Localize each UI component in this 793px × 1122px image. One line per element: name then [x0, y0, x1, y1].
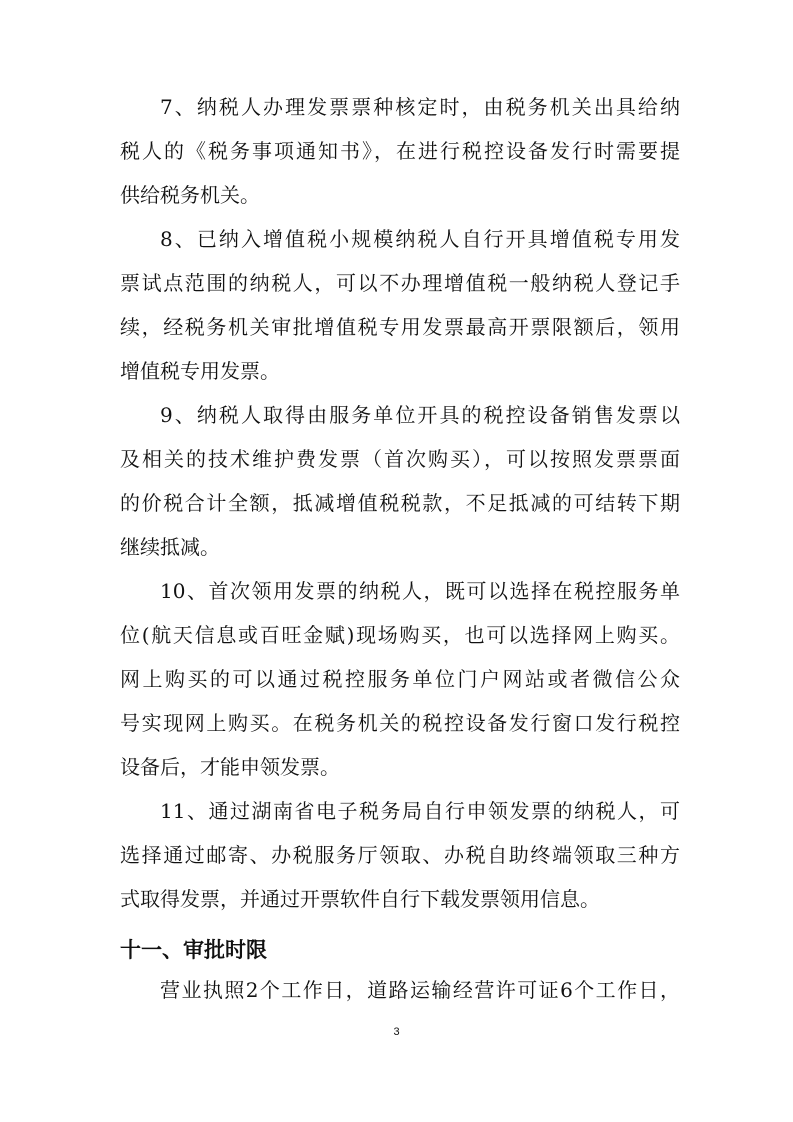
paragraph-9-line-1: 9、纳税人取得由服务单位开具的税控设备销售发票以 [160, 403, 680, 427]
section-first-line: 营业执照2个工作日，道路运输经营许可证6个工作日， [160, 978, 680, 1002]
paragraph-9-line-4: 继续抵减。 [120, 535, 220, 559]
paragraph-8-line-3: 续，经税务机关审批增值税专用发票最高开票限额后，领用 [120, 315, 680, 339]
paragraph-11-line-2: 选择通过邮寄、办税服务厅领取、办税自助终端领取三种方 [120, 843, 680, 867]
page-number: 3 [393, 1026, 400, 1038]
paragraph-8-line-2: 票试点范围的纳税人，可以不办理增值税一般纳税人登记手 [120, 271, 680, 295]
paragraph-7-line-1: 7、纳税人办理发票票种核定时，由税务机关出具给纳 [160, 95, 680, 119]
paragraph-7-line-3: 供给税务机关。 [120, 183, 260, 207]
paragraph-11-line-3: 式取得发票，并通过开票软件自行下载发票领用信息。 [120, 887, 600, 911]
paragraph-11-line-1: 11、通过湖南省电子税务局自行申领发票的纳税人，可 [160, 799, 680, 823]
section-heading: 十一、审批时限 [120, 938, 267, 962]
paragraph-10-line-4: 号实现网上购买。在税务机关的税控设备发行窗口发行税控 [120, 711, 680, 735]
paragraph-10-line-5: 设备后，才能申领发票。 [120, 755, 340, 779]
paragraph-10-line-1: 10、首次领用发票的纳税人，既可以选择在税控服务单 [160, 579, 680, 603]
paragraph-10-line-3: 网上购买的可以通过税控服务单位门户网站或者微信公众 [120, 667, 680, 691]
paragraph-9-line-2: 及相关的技术维护费发票（首次购买），可以按照发票票面 [120, 447, 680, 471]
paragraph-8-line-1: 8、已纳入增值税小规模纳税人自行开具增值税专用发 [160, 227, 680, 251]
paragraph-7-line-2: 税人的《税务事项通知书》，在进行税控设备发行时需要提 [120, 139, 680, 163]
paragraph-9-line-3: 的价税合计全额，抵减增值税税款，不足抵减的可结转下期 [120, 491, 680, 515]
paragraph-8-line-4: 增值税专用发票。 [120, 359, 280, 383]
paragraph-10-line-2: 位(航天信息或百旺金赋)现场购买，也可以选择网上购买。 [120, 623, 680, 647]
